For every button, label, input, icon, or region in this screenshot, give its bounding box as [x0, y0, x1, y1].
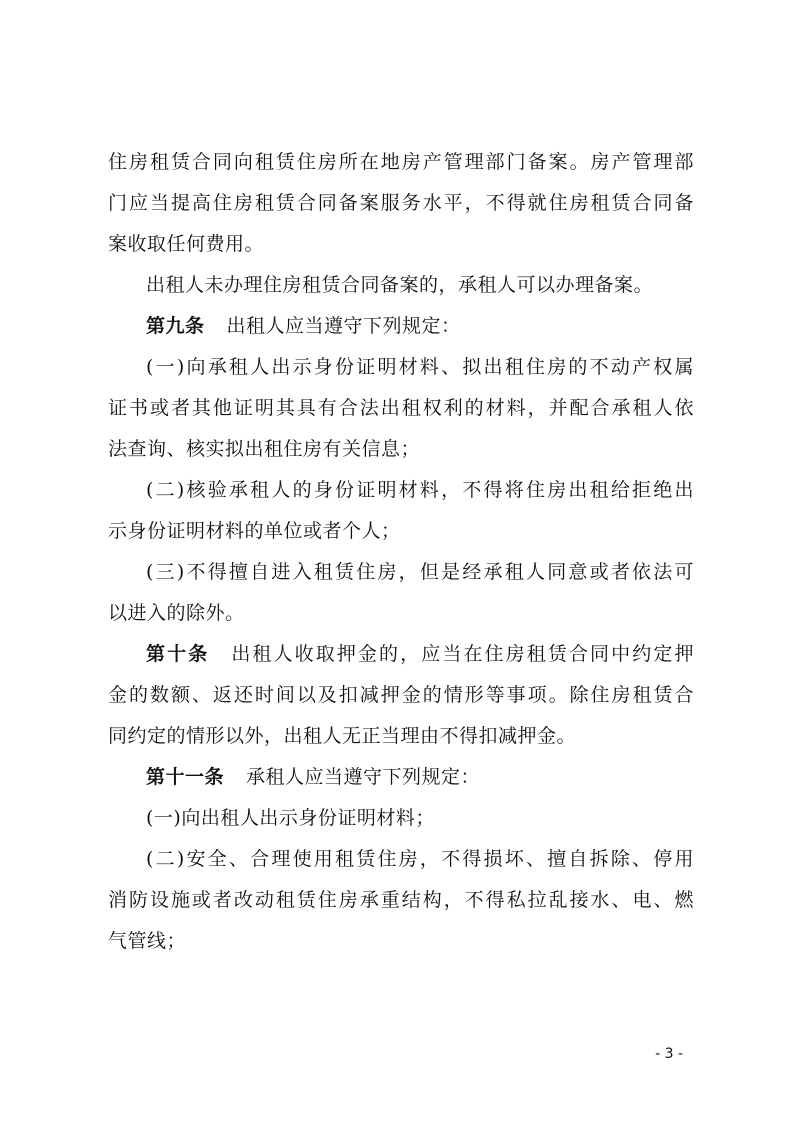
paragraph-line: 气管线； [108, 930, 187, 952]
article-title: 第十条 [146, 643, 210, 665]
paragraph-line: 金的数额、返还时间以及扣减押金的情形等事项。除住房租赁合 [108, 684, 694, 706]
article-text: 出租人收取押金的，应当在住房租赁合同中约定押 [231, 643, 694, 665]
paragraph-line: 案收取任何费用。 [108, 233, 265, 255]
paragraph-line: (二)安全、合理使用租赁住房，不得损坏、擅自拆除、停用 [146, 848, 694, 870]
article-text: 出租人应当遵守下列规定： [226, 315, 461, 337]
paragraph-line: (二)核验承租人的身份证明材料，不得将住房出租给拒绝出 [146, 479, 694, 501]
paragraph-line: (三)不得擅自进入租赁住房，但是经承租人同意或者依法可 [146, 561, 694, 583]
article-title: 第十一条 [146, 766, 225, 788]
paragraph-line: 消防设施或者改动租赁住房承重结构，不得私拉乱接水、电、燃 [108, 889, 694, 911]
paragraph-line: 出租人未办理住房租赁合同备案的，承租人可以办理备案。 [146, 274, 654, 296]
paragraph-line: 证书或者其他证明其具有合法出租权利的材料，并配合承租人依 [108, 397, 694, 419]
paragraph-line: 以进入的除外。 [108, 602, 245, 624]
article-title: 第九条 [146, 315, 205, 337]
article-9-heading-line [108, 306, 694, 347]
article-10-heading-line [108, 634, 694, 675]
paragraph-line: 门应当提高住房租赁合同备案服务水平，不得就住房租赁合同备 [108, 192, 694, 214]
paragraph-line: 住房租赁合同向租赁住房所在地房产管理部门备案。房产管理部 [108, 151, 694, 173]
paragraph-line: (一)向出租人出示身份证明材料； [146, 807, 435, 829]
regulation-body-text [108, 142, 694, 962]
page-number: - 3 - [655, 1046, 683, 1062]
article-11-heading-line [108, 757, 694, 798]
paragraph-line: 示身份证明材料的单位或者个人； [108, 520, 401, 542]
paragraph-line: 法查询、核实拟出租住房有关信息； [108, 438, 421, 460]
paragraph-line: 同约定的情形以外，出租人无正当理由不得扣减押金。 [108, 725, 577, 747]
article-text: 承租人应当遵守下列规定： [246, 766, 481, 788]
paragraph-line: (一)向承租人出示身份证明材料、拟出租住房的不动产权属 [146, 356, 694, 378]
